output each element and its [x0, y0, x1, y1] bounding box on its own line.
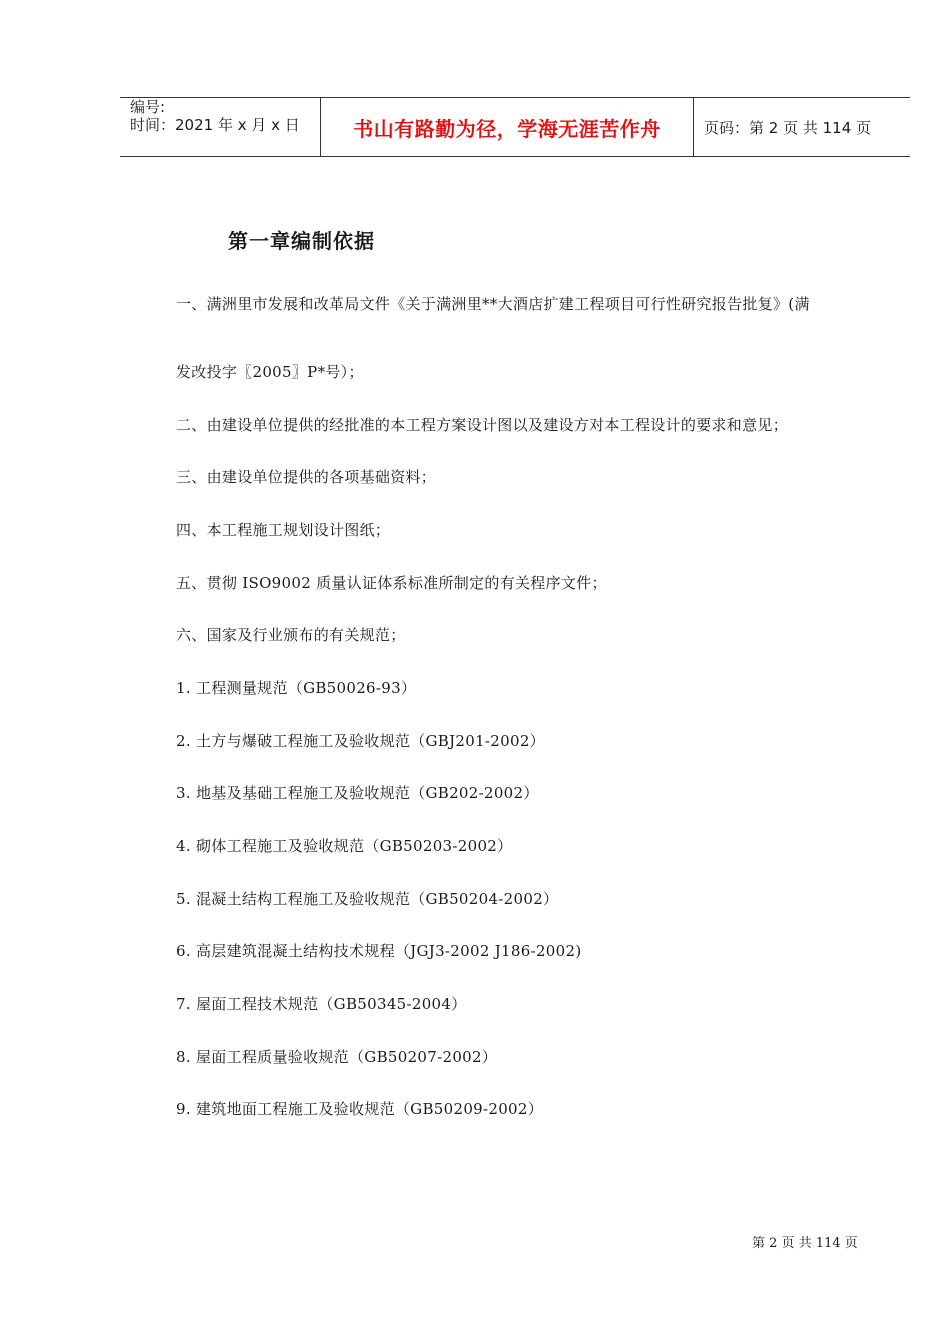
header-meta-cell [120, 98, 321, 156]
list-item: 1. 工程测量规范（GB50026-93） [176, 679, 417, 697]
list-item: 7. 屋面工程技术规范（GB50345-2004） [176, 995, 467, 1013]
paragraph-item: 五、贯彻 ISO9002 质量认证体系标准所制定的有关程序文件； [176, 574, 607, 592]
header-page-number: 页码：第 2 页 共 114 页 [704, 118, 872, 137]
paragraph-item: 六、国家及行业颁布的有关规范； [176, 626, 406, 644]
paragraph-item: 四、本工程施工规划设计图纸； [176, 521, 391, 539]
document-number-label: 编号: [130, 98, 166, 116]
page-header-table [120, 97, 910, 157]
paragraph-item: 三、由建设单位提供的各项基础资料； [176, 468, 437, 486]
page-footer-number: 第 2 页 共 114 页 [752, 1236, 858, 1251]
paragraph-item: 一、满洲里市发展和改革局文件《关于满洲里**大酒店扩建工程项目可行性研究报告批复》(满 [176, 295, 810, 313]
list-item: 2. 土方与爆破工程施工及验收规范（GBJ201-2002） [176, 732, 545, 750]
chapter-title: 第一章编制依据 [228, 229, 375, 253]
list-item: 5. 混凝土结构工程施工及验收规范（GB50204-2002） [176, 890, 559, 908]
document-time-label: 时间：2021 年 x 月 x 日 [130, 116, 300, 134]
list-item: 8. 屋面工程质量验收规范（GB50207-2002） [176, 1048, 498, 1066]
list-item: 4. 砌体工程施工及验收规范（GB50203-2002） [176, 837, 513, 855]
paragraph-item: 二、由建设单位提供的经批准的本工程方案设计图以及建设方对本工程设计的要求和意见； [176, 416, 789, 434]
header-motto: 书山有路勤为径，学海无涯苦作舟 [321, 98, 694, 156]
paragraph-item: 发改投字〖2005〗P*号）； [176, 363, 364, 381]
list-item: 6. 高层建筑混凝土结构技术规程（JGJ3-2002 J186-2002) [176, 942, 582, 960]
list-item: 3. 地基及基础工程施工及验收规范（GB202-2002） [176, 784, 539, 802]
list-item: 9. 建筑地面工程施工及验收规范（GB50209-2002） [176, 1100, 544, 1118]
